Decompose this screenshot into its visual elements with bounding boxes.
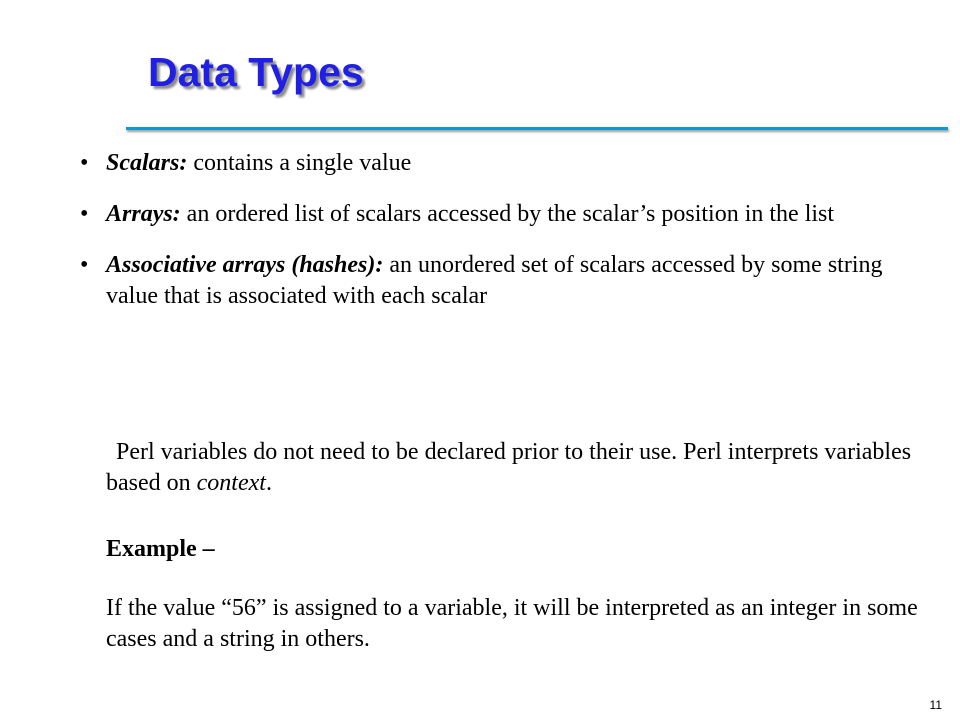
- bullet-text: an ordered list of scalars accessed by the scalar’s position in the list: [180, 201, 835, 227]
- bullet-icon: •: [80, 150, 89, 176]
- example-label: Example –: [106, 536, 215, 562]
- bullet-icon: •: [80, 201, 89, 227]
- bullet-icon: •: [80, 252, 89, 278]
- bullet-list: [80, 148, 910, 332]
- context-word: context: [196, 470, 266, 496]
- title-underline: [126, 127, 948, 130]
- bullet-item-scalars: [80, 148, 910, 179]
- bullet-item-associative-arrays: [80, 250, 910, 312]
- page-number: 11: [929, 698, 942, 712]
- bullet-text: contains a single value: [187, 150, 412, 176]
- bullet-text: an unordered set of scalars accessed by some string value that is associated with each scalar: [106, 252, 883, 309]
- perl-text-before: Perl variables do not need to be declared prior to their use. Perl interprets variables based on: [106, 439, 912, 496]
- bullet-term: Associative arrays (hashes):: [106, 252, 384, 278]
- perl-variables-paragraph: [106, 437, 926, 499]
- bullet-term: Arrays:: [106, 201, 181, 227]
- example-text: If the value “56” is assigned to a variable, it will be interpreted as an integer in some cases and a string in others.: [106, 595, 918, 652]
- bullet-term: Scalars:: [106, 150, 188, 176]
- bullet-item-arrays: [80, 199, 910, 230]
- slide-title: Data Types: [148, 49, 364, 95]
- perl-text-after: .: [265, 470, 272, 496]
